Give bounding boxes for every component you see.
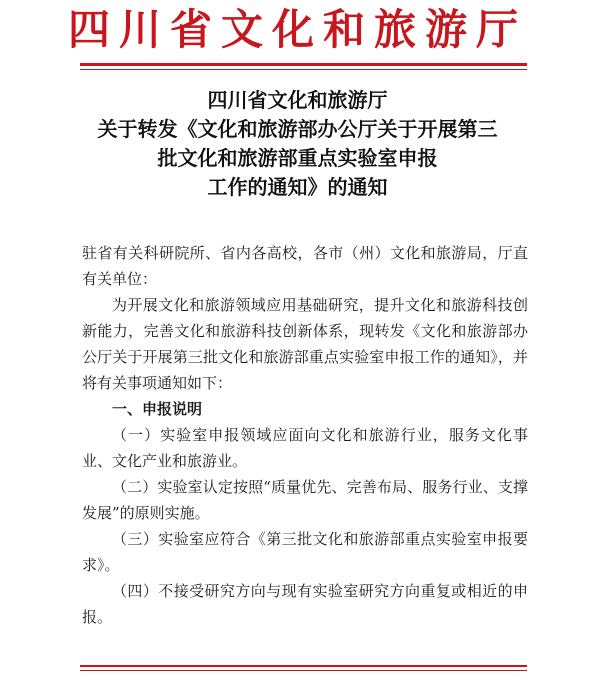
list-item: （二）实验室认定按照“质量优先、完善布局、服务行业、支撑发展”的原则实施。	[82, 478, 528, 522]
list-item: （一）实验室申报领域应面向文化和旅游行业，服务文化事业、文化产业和旅游业。	[82, 426, 528, 470]
title-line-2: 关于转发《文化和旅游部办公厅关于开展第三	[97, 117, 498, 141]
list-item: （四）不接受研究方向与现有实验室研究方向重复或相近的申报。	[82, 582, 528, 626]
title-line-3: 批文化和旅游部重点实验室申报	[157, 146, 438, 170]
footer-rule-thick	[80, 665, 527, 667]
section-heading: 一、申报说明	[112, 400, 203, 418]
addressee: 驻省有关科研院所、省内各高校，各市（州）文化和旅游局，厅直有关单位：	[82, 244, 528, 288]
letterhead-rule-thick	[80, 63, 527, 66]
title-line-1: 四川省文化和旅游厅	[207, 88, 388, 112]
intro-paragraph: 为开展文化和旅游领域应用基础研究，提升文化和旅游科技创新能力，完善文化和旅游科技创新体系，现转发《文化和旅游部办公厅关于开展第三批文化和旅游部重点实验室申报工作的通知》，并将有关事项通知如下：	[82, 296, 528, 392]
document-title	[60, 86, 535, 202]
document-body	[82, 240, 528, 630]
title-line-4: 工作的通知》的通知	[207, 175, 388, 199]
list-item: （三）实验室应符合《第三批文化和旅游部重点实验室申报要求》。	[82, 530, 528, 574]
letterhead-rule-thin	[80, 69, 527, 70]
footer-rule-thin	[80, 670, 527, 671]
letterhead-title: 四川省文化和旅游厅	[67, 5, 527, 54]
